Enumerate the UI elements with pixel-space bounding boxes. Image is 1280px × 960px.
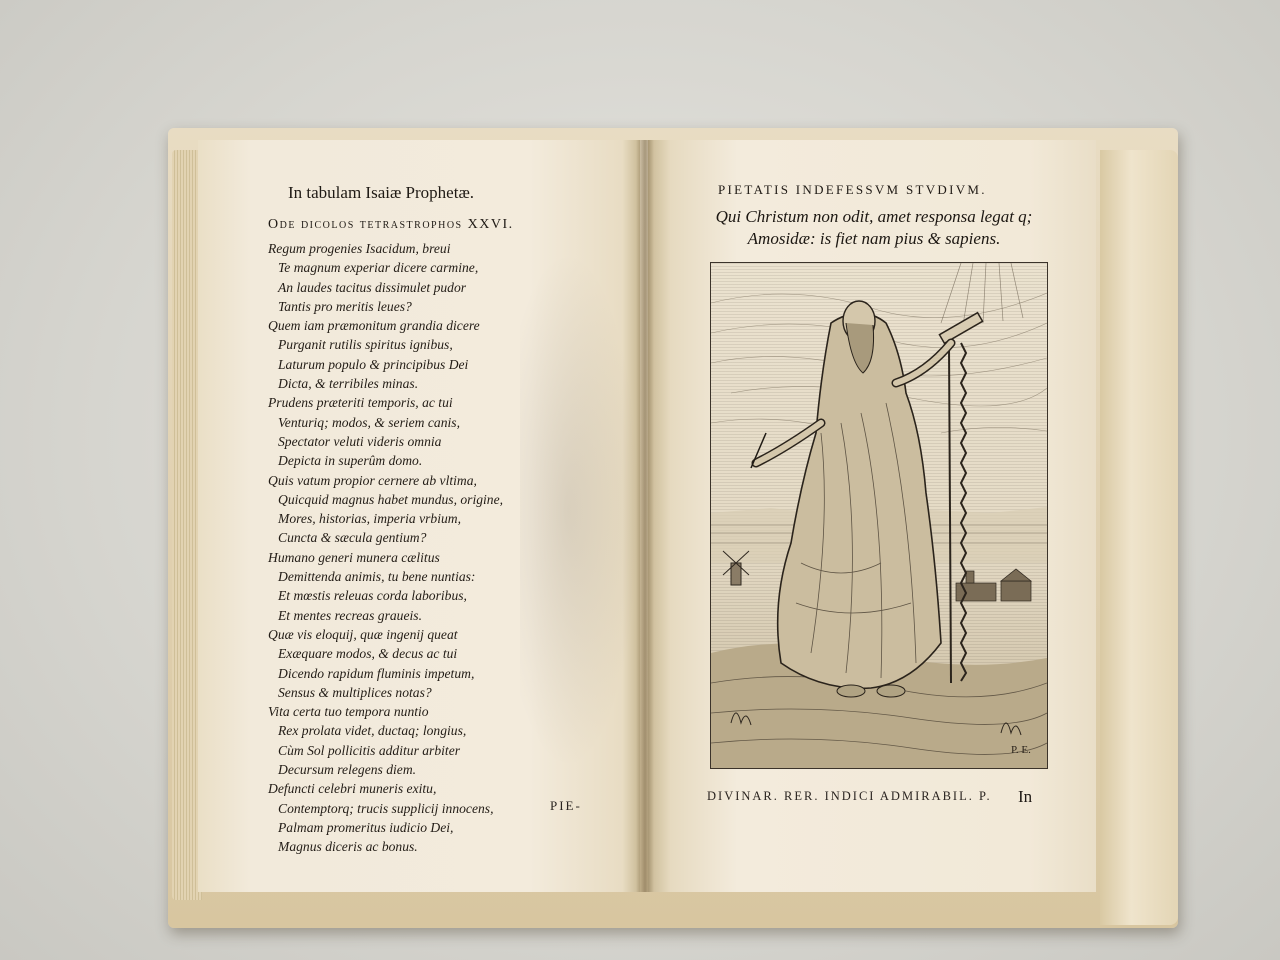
cover-edge bbox=[1100, 150, 1178, 925]
verse-line: Magnus diceris ac bonus. bbox=[278, 839, 418, 855]
engraving-drawing bbox=[711, 263, 1047, 768]
verse-line: Contemptorq; trucis supplicij innocens, bbox=[278, 800, 494, 816]
ode-title: Ode dicolos tetrastrophos XXVI. bbox=[268, 217, 514, 232]
verse-line: Laturum populo & principibus Dei bbox=[278, 356, 469, 372]
verse-line: Palmam promeritus iudicio Dei, bbox=[278, 819, 454, 835]
running-head-right: PIETATIS INDEFESSVM STVDIVM. bbox=[718, 182, 987, 197]
verse-line: Et mentes recreas graueis. bbox=[278, 607, 422, 623]
verse-line: Et mœstis releuas corda laboribus, bbox=[278, 588, 467, 604]
verse-line: Sensus & multiplices notas? bbox=[278, 684, 432, 700]
verse-line: Depicta in superûm domo. bbox=[278, 453, 423, 469]
verse-line: Quis vatum propior cernere ab vltima, bbox=[268, 472, 477, 488]
engraving-signature: P. E. bbox=[1011, 744, 1031, 756]
verse-line: Cùm Sol pollicitis additur arbiter bbox=[278, 742, 461, 758]
motto bbox=[714, 206, 1034, 250]
verse-line: Cuncta & sæcula gentium? bbox=[278, 530, 427, 546]
verse-line: Spectator veluti videris omnia bbox=[278, 433, 442, 449]
verse-line: Defuncti celebri muneris exitu, bbox=[268, 781, 437, 797]
verse-line: Tantis pro meritis leues? bbox=[278, 298, 412, 314]
verse-line: Te magnum experiar dicere carmine, bbox=[278, 260, 479, 276]
verse-line: Humano generi munera cælitus bbox=[268, 549, 440, 565]
verse-line: Venturiq; modos, & seriem canis, bbox=[278, 414, 460, 430]
bottom-caption: DIVINAR. RER. INDICI ADMIRABIL. P. bbox=[707, 789, 992, 803]
verse-line: Rex prolata videt, ductaq; longius, bbox=[278, 723, 467, 739]
catchword-right: In bbox=[1018, 787, 1033, 806]
catchword-left: PIE- bbox=[550, 798, 582, 813]
verse-line: Decursum relegens diem. bbox=[278, 762, 417, 778]
verse-line: Quicquid magnus habet mundus, origine, bbox=[278, 491, 504, 507]
verse-line: Dicendo rapidum fluminis impetum, bbox=[278, 665, 475, 681]
motto-line-1: Qui Christum non odit, amet responsa legat q; bbox=[715, 207, 1033, 226]
verse-line: Dicta, & terribiles minas. bbox=[278, 376, 419, 392]
verse-line: Purganit rutilis spiritus ignibus, bbox=[278, 337, 453, 353]
running-head-left: In tabulam Isaiæ Prophetæ. bbox=[288, 183, 475, 202]
verse-line: Vita certa tuo tempora nuntio bbox=[268, 704, 429, 720]
verse-line: Demittenda animis, tu bene nuntias: bbox=[278, 569, 476, 585]
verse-line: Prudens præteriti temporis, ac tui bbox=[268, 395, 453, 411]
motto-line-2: Amosidæ: is fiet nam pius & sapiens. bbox=[747, 229, 1001, 248]
verse-line: An laudes tacitus dissimulet pudor bbox=[278, 279, 467, 295]
verse-line: Quæ vis eloquij, quæ ingenij queat bbox=[268, 626, 458, 642]
engraving-prophet-illustration bbox=[710, 262, 1048, 769]
verse-line: Quem iam præmonitum grandia dicere bbox=[268, 318, 480, 334]
verse-block bbox=[268, 239, 588, 857]
verse-line: Exæquare modos, & decus ac tui bbox=[278, 646, 458, 662]
verse-line: Regum progenies Isacidum, breui bbox=[268, 241, 451, 256]
verse-line: Mores, historias, imperia vrbium, bbox=[278, 511, 462, 527]
